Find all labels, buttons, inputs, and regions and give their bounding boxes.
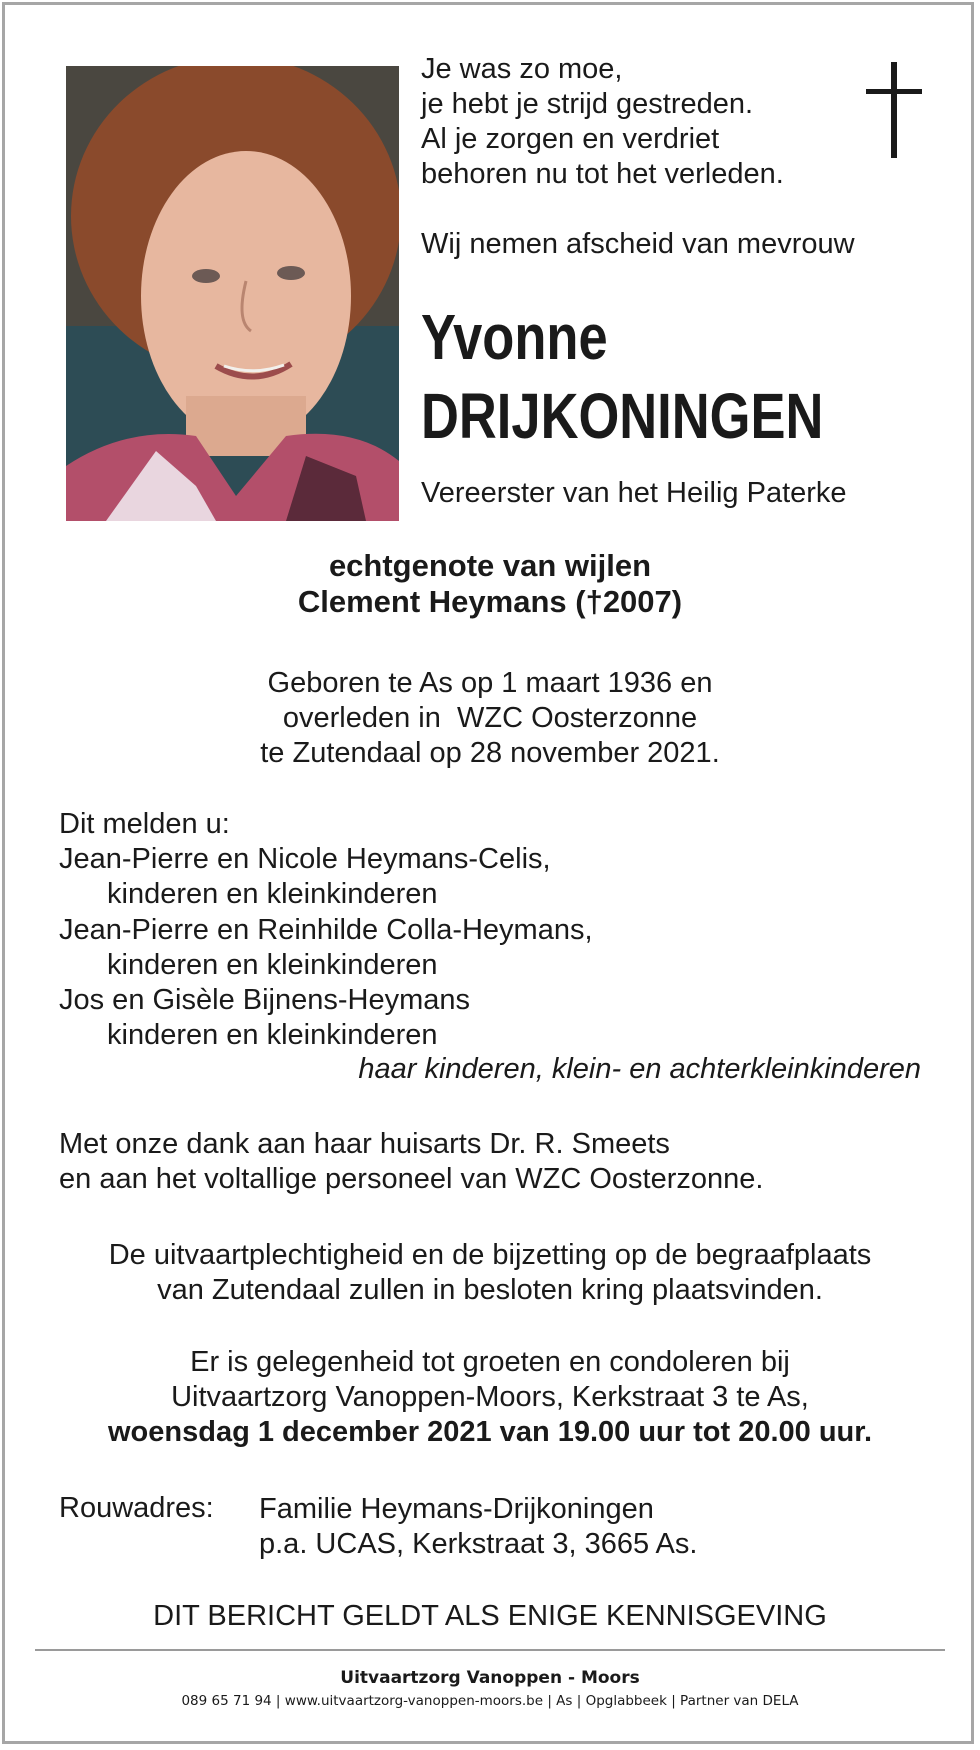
- poem-line-1: Je was zo moe,: [421, 53, 623, 85]
- thanks-line-1: Met onze dank aan haar huisarts Dr. R. Smeets: [59, 1128, 670, 1160]
- birth-death-info: [0, 666, 980, 771]
- thanks-text: [59, 1127, 763, 1197]
- honorary-title: Vereerster van het Heilig Paterke: [421, 477, 847, 509]
- footer-company: Uitvaartzorg Vanoppen - Moors: [340, 1668, 640, 1688]
- address-label: Rouwadres:: [59, 1492, 214, 1524]
- intro-text: Wij nemen afscheid van mevrouw: [421, 228, 855, 260]
- spouse-line-2: Clement Heymans (†2007): [297, 584, 683, 619]
- funeral-info: [0, 1238, 980, 1308]
- poem-line-4: behoren nu tot het verleden.: [421, 158, 784, 190]
- family-entry: kinderen en kleinkinderen: [107, 1019, 438, 1052]
- family-entry: Jos en Gisèle Bijnens-Heymans: [59, 984, 471, 1017]
- poem: [421, 52, 784, 192]
- family-closing: haar kinderen, klein- en achterkleinkinderen: [358, 1053, 921, 1085]
- family-entry: kinderen en kleinkinderen: [107, 948, 438, 981]
- family-entry: Jean-Pierre en Nicole Heymans-Celis,: [59, 843, 551, 876]
- cross-icon: [866, 62, 922, 158]
- poem-line-2: je hebt je strijd gestreden.: [421, 88, 754, 120]
- spouse-info: [0, 548, 980, 620]
- family-entry: Jean-Pierre en Reinhilde Colla-Heymans,: [59, 913, 593, 946]
- funeral-line-1: De uitvaartplechtigheid en de bijzetting op de begraafplaats: [108, 1239, 872, 1271]
- greet-line-3: woensdag 1 december 2021 van 19.00 uur tot 20.00 uur.: [108, 1416, 872, 1448]
- funeral-line-2: van Zutendaal zullen in besloten kring plaatsvinden.: [157, 1274, 823, 1306]
- first-name: Yvonne: [421, 301, 608, 373]
- footer-info: 089 65 71 94 | www.uitvaartzorg-vanoppen-moors.be | As | Opglabbeek | Partner van DELA: [181, 1693, 799, 1709]
- greet-line-1: Er is gelegenheid tot groeten en condoleren bij: [190, 1346, 790, 1378]
- notice-text: DIT BERICHT GELDT ALS ENIGE KENNISGEVING: [153, 1600, 827, 1632]
- born-line-1: Geboren te As op 1 maart 1936 en: [267, 667, 713, 699]
- address-line-2: p.a. UCAS, Kerkstraat 3, 3665 As.: [259, 1528, 698, 1560]
- born-line-2: overleden in WZC Oosterzonne: [282, 702, 698, 734]
- address-line-1: Familie Heymans-Drijkoningen: [259, 1493, 654, 1525]
- footer-divider: [35, 1649, 945, 1651]
- poem-line-3: Al je zorgen en verdriet: [421, 123, 720, 155]
- last-name: DRIJKONINGEN: [421, 380, 824, 452]
- greet-line-2: Uitvaartzorg Vanoppen-Moors, Kerkstraat 3 te As,: [171, 1381, 809, 1413]
- address: [259, 1492, 697, 1562]
- spouse-line-1: echtgenote van wijlen: [328, 548, 652, 583]
- condolence-info: [0, 1345, 980, 1450]
- deceased-name: [421, 298, 823, 456]
- thanks-line-2: en aan het voltallige personeel van WZC Oosterzonne.: [59, 1163, 764, 1196]
- family-heading: Dit melden u:: [59, 808, 230, 840]
- family-entry: kinderen en kleinkinderen: [107, 878, 438, 911]
- family-list: [59, 807, 593, 1053]
- portrait-photo: [66, 66, 399, 521]
- born-line-3: te Zutendaal op 28 november 2021.: [260, 737, 720, 769]
